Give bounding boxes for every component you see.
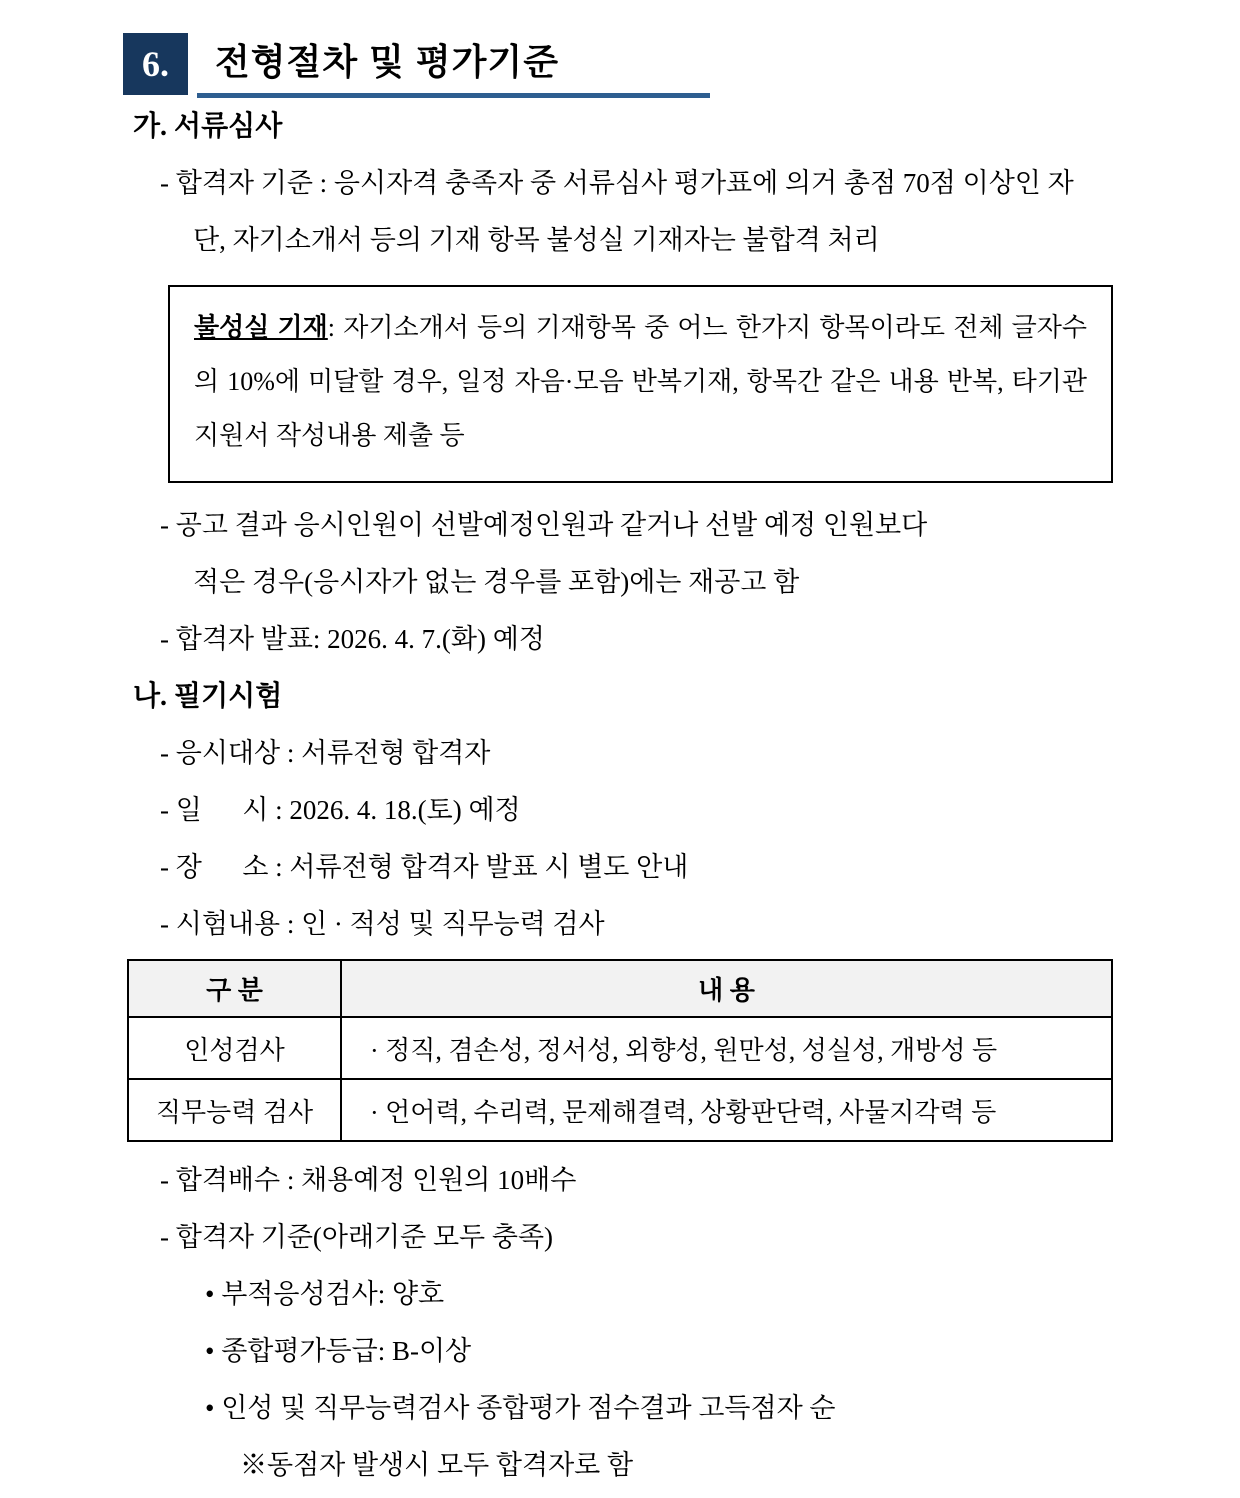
- bullet-date: - 일 시 : 2026. 4. 18.(토) 예정: [160, 795, 521, 825]
- note-tie-breaker: ※동점자 발생시 모두 합격자로 함: [240, 1450, 634, 1480]
- bullet-pass-announcement: - 합격자 발표: 2026. 4. 7.(화) 예정: [160, 624, 545, 654]
- table-header-row: [128, 960, 1112, 1017]
- table-cell-content: · 언어력, 수리력, 문제해결력, 상황판단력, 사물지각력 등: [341, 1079, 1112, 1141]
- subsection-b-heading: 나. 필기시험: [133, 681, 283, 712]
- section-number-badge: 6.: [123, 33, 188, 95]
- bullet-place: - 장 소 : 서류전형 합격자 발표 시 별도 안내: [160, 852, 689, 882]
- section-title-wrap: [197, 33, 710, 98]
- bullet-reannounce-line2: 적은 경우(응시자가 없는 경우를 포함)에는 재공고 함: [193, 567, 800, 597]
- insincere-entry-note-box: [168, 285, 1113, 483]
- subbullet-highscore-order: • 인성 및 직무능력검사 종합평가 점수결과 고득점자 순: [205, 1393, 836, 1423]
- section-title: 전형절차 및 평가기준: [215, 41, 559, 82]
- subbullet-maladjustment-test: • 부적응성검사: 양호: [205, 1279, 445, 1309]
- exam-content-table: [127, 959, 1113, 1142]
- bullet-pass-criteria-line1: - 합격자 기준 : 응시자격 충족자 중 서류심사 평가표에 의거 총점 70점 이상인 자: [160, 168, 1074, 198]
- bullet-pass-multiple: - 합격배수 : 채용예정 인원의 10배수: [160, 1165, 577, 1195]
- table-cell-content: · 정직, 겸손성, 정서성, 외향성, 원만성, 성실성, 개방성 등: [341, 1017, 1112, 1079]
- table-header-category: 구 분: [128, 960, 341, 1017]
- section-header: [123, 33, 1240, 98]
- note-label: 불성실 기재: [194, 313, 328, 342]
- subbullet-overall-grade: • 종합평가등급: B-이상: [205, 1336, 472, 1366]
- note-body: : 자기소개서 등의 기재항목 중 어느 한가지 항목이라도 전체 글자수의 10%에 미달할 경우, 일정 자음·모음 반복기재, 항목간 같은 내용 반복, 타기관 지원서 작성내용 제출 등: [194, 313, 1087, 450]
- table-header-content: 내 용: [341, 960, 1112, 1017]
- bullet-exam-content: - 시험내용 : 인 · 적성 및 직무능력 검사: [160, 909, 605, 939]
- table-cell-category: 직무능력 검사: [128, 1079, 341, 1141]
- insincere-entry-note: [194, 301, 1087, 463]
- table-cell-category: 인성검사: [128, 1017, 341, 1079]
- bullet-reannounce-line1: - 공고 결과 응시인원이 선발예정인원과 같거나 선발 예정 인원보다: [160, 510, 928, 540]
- bullet-pass-standard: - 합격자 기준(아래기준 모두 충족): [160, 1222, 554, 1252]
- bullet-pass-criteria-line2: 단, 자기소개서 등의 기재 항목 불성실 기재자는 불합격 처리: [193, 225, 880, 255]
- bullet-eligible: - 응시대상 : 서류전형 합격자: [160, 738, 491, 768]
- subsection-a-heading: 가. 서류심사: [133, 111, 283, 142]
- table-row: [128, 1079, 1112, 1141]
- table-row: [128, 1017, 1112, 1079]
